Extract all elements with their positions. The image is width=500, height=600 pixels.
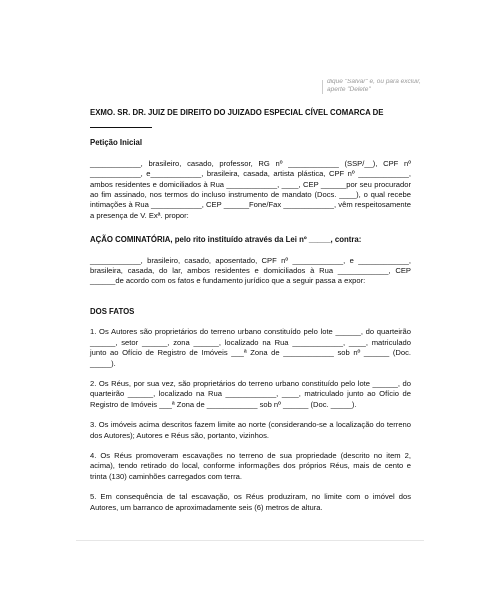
document-body <box>90 108 411 513</box>
court-header: EXMO. SR. DR. JUIZ DE DIREITO DO JUIZADO ESPECIAL CÍVEL COMARCA DE <box>90 108 384 117</box>
action-title: AÇÃO COMINATÓRIA, pelo rito instituído através da Lei nº _____, contra: <box>90 235 362 245</box>
page-bottom-divider <box>76 540 424 541</box>
note-line-1: dique "Salvar" e, ou para excluir, <box>327 79 421 85</box>
note-line-2: aperte "Delete" <box>327 86 371 93</box>
defendants-qualification: ____________, brasileiro, casado, aposentado, CPF nº ____________, e ____________, brasileira, casada, do lar, ambos residentes e domiciliados à Rua ____________, CEP ______de acordo com os fatos e fundamento jurídico que a seguir passa a expor: <box>90 255 411 286</box>
fact-item-4: 4. Os Réus promoveram escavações no terreno de sua propriedade (descrito no item 2, acima), tendo retirado do local, conforme informações dos próprios Réus, mais de cento e trinta (130) caminhões carregados com terra. <box>90 450 411 481</box>
comarca-blank-line <box>90 118 152 128</box>
fact-item-5: 5. Em consequência de tal escavação, os Réus produziram, no limite com o imóvel dos Autores, um barranco de aproximadamente seis (6) metros de altura. <box>90 492 411 512</box>
plaintiffs-qualification: ____________, brasileiro, casado, professor, RG nº ____________ (SSP/__), CPF nº ____________, e____________, brasileira, casada, artista plástica, CPF nº ____________, ambos residentes e domiciliados à Rua ____________, ____, CEP ______por seu procurador ao fim assinado, nos termos do incluso instrumento de mandato (Docs. ____), o qual recebe intimações à Rua ____________, CEP ______Fone/Fax ____________, vêm respeitosamente a presença de V. Exª. propor: <box>90 158 411 220</box>
fact-item-2: 2. Os Réus, por sua vez, são proprietários do terreno urbano constituído pelo lote ______, do quarteirão ______, localizado na Rua ____________, ____, matriculado junto ao Ofício de Registro de Imóveis ___ª Zona de ____________ sob nº ______ (Doc. _____). <box>90 378 411 409</box>
fact-item-1: 1. Os Autores são proprietários do terreno urbano constituído pelo lote ______, do quarteirão ______, setor ______, zona ______, localizado na Rua ____________, ____, matriculado junto ao Ofício de Registro de Imóveis ___ª Zona de ____________ sob nº ______ (Doc. _____). <box>90 327 411 368</box>
petition-title: Petição Inicial <box>90 138 143 148</box>
facts-title: DOS FATOS <box>90 306 135 316</box>
editing-instruction-note <box>322 80 422 94</box>
fact-item-3: 3. Os imóveis acima descritos fazem limite ao norte (considerando-se a localização do terreno dos Autores); Autores e Réus são, portanto, vizinhos. <box>90 420 411 440</box>
